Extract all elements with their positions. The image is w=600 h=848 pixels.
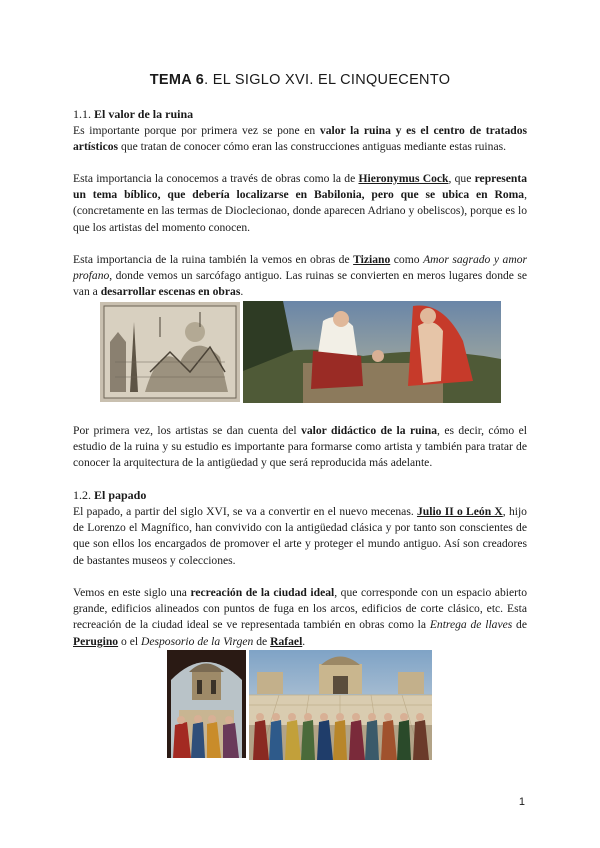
tiziano-amor-sagrado-amor-profano-image <box>243 301 501 403</box>
paragraph-2: Esta importancia la conocemos a través de obras como la de Hieronymus Cock, que representa un tema bíblico, que debería localizarse en Babilonia, pero que se ubica en Roma, (concretamente en las termas de Dioclecionao, donde aparecen Adriano y obeliscos), porque es lo que los artistas del momento conocen. <box>73 172 527 234</box>
hieronymus-cock-engraving-image <box>100 302 240 402</box>
section-heading-1-2: 1.2. El papado <box>73 488 147 502</box>
paragraph-5: El papado, a partir del siglo XVI, se va a convertir en el nuevo mecenas. Julio II o León X, hijo de Lorenzo el Magnífico, han convivido con la antigüedad clásica y por tanto son conscientes de que son ellos los encargados de promover el arte y proteger el mundo antiguo. Así son creadores de bastantes museos y colecciones. <box>73 505 527 567</box>
paragraph-6: Vemos en este siglo una recreación de la ciudad ideal, que corresponde con un espacio abierto grande, edificios alineados con puntos de fuga en los arcos, edificios de corte clásico, etc. Esta recreación de la ciudad ideal se ve representada también en obras como la Entrega de llaves de Perugino o el Desposorio de la Virgen de Rafael. <box>73 586 528 648</box>
perugino-entrega-llaves-image <box>249 650 432 760</box>
page-number: 1 <box>518 796 525 808</box>
paragraph-1: Es importante porque por primera vez se pone en valor la ruina y es el centro de tratados artísticos que tratan de conocer cómo eran las construcciones antiguas mediante estas ruinas. <box>73 124 528 154</box>
page-title: TEMA 6. EL SIGLO XVI. EL CINQUECENTO <box>149 72 451 88</box>
paragraph-4: Por primera vez, los artistas se dan cuenta del valor didáctico de la ruina, es decir, cómo el estudio de la ruina y su estudio es importante para formarse como artista y también para tratar de conocer la arquitectura de la antigüedad y que será reproducida más adelante. <box>73 424 527 470</box>
paragraph-3: Esta importancia de la ruina también la vemos en obras de Tiziano como Amor sagrado y amor profano, donde vemos un sarcófago antiguo. Las ruinas se convierten en meros lugares donde se van a desarrollar escenas en obras. <box>73 253 528 299</box>
rafael-desposorio-virgen-image <box>167 650 246 758</box>
section-heading-1-1: 1.1. El valor de la ruina <box>73 107 194 121</box>
